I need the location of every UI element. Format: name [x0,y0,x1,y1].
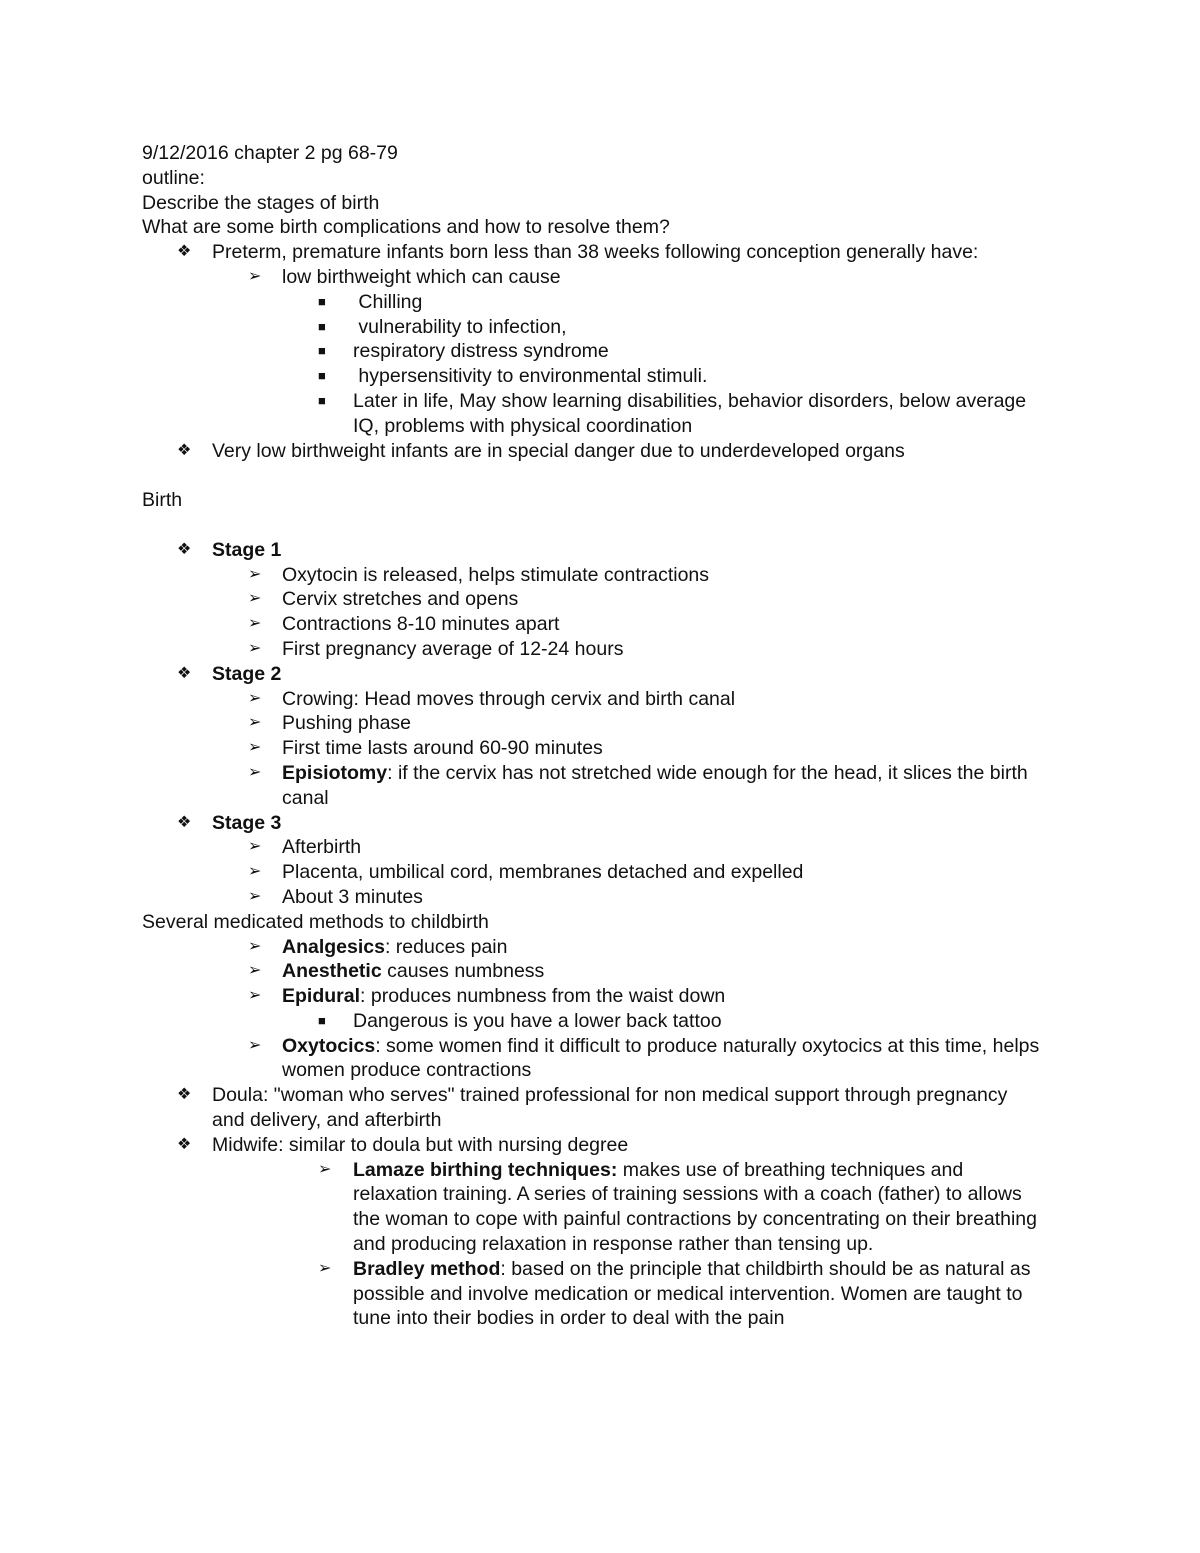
list-item-text: Very low birthweight infants are in special danger due to underdeveloped organs [212,439,905,462]
list-item-text: Cervix stretches and opens [282,588,519,611]
arrow-bullet-icon: ➢ [248,987,262,1005]
list-item-text: low birthweight which can cause [282,265,561,288]
list-item-epidural-note [142,1009,1062,1034]
definition-episiotomy: : if the cervix has not stretched wide enough for the head, it slices the birth canal [282,761,1028,809]
list-item-text [282,959,1062,984]
list-item [142,860,1062,885]
outline-label: outline: [142,166,205,189]
list-item-bradley [142,1257,1062,1331]
stage-3 [142,811,1062,836]
section-heading-birth: Birth [142,489,183,512]
term-bradley: Bradley method [353,1257,501,1280]
list-item-effect [142,364,1062,389]
list-item-text: Afterbirth [282,836,362,859]
stage-title: Stage 1 [212,538,282,561]
list-item-text: About 3 minutes [282,885,423,908]
arrow-bullet-icon: ➢ [248,590,262,608]
list-item-text [282,935,1062,960]
list-item-text: Dangerous is you have a lower back tattoo [353,1009,722,1032]
diamond-bullet-icon: ❖ [177,664,192,682]
list-item-text: Preterm, premature infants born less than 38 weeks following conception generally have: [212,241,979,264]
stage-1 [142,538,1062,563]
arrow-bullet-icon: ➢ [248,763,262,781]
term-analgesics: Analgesics [282,935,385,958]
definition-analgesics: : reduces pain [384,935,508,958]
diamond-bullet-icon: ❖ [177,243,192,261]
term-oxytocics: Oxytocics [282,1034,376,1057]
list-item-text: respiratory distress syndrome [353,340,609,363]
list-item-text: Chilling [353,290,423,313]
term-anesthetic: Anesthetic [282,960,382,983]
square-bullet-icon: ■ [318,343,326,359]
list-item-text [282,984,1062,1009]
list-item-text: Contractions 8-10 minutes apart [282,613,560,636]
arrow-bullet-icon: ➢ [248,615,262,633]
diamond-bullet-icon: ❖ [177,813,192,831]
list-item-text [353,1158,1043,1257]
square-bullet-icon: ■ [318,293,326,309]
definition-anesthetic: causes numbness [381,960,545,983]
list-item-effect [142,315,1062,340]
arrow-bullet-icon: ➢ [248,962,262,980]
list-item-text: First pregnancy average of 12-24 hours [282,637,624,660]
term-lamaze: Lamaze birthing techniques: [353,1158,618,1181]
definition-oxytocics: : some women find it difficult to produce naturally oxytocics at this time, helps women produce contractions [282,1034,1040,1082]
list-item [142,612,1062,637]
list-item-text [282,761,1042,811]
document-page [142,141,1062,1331]
list-item-text: Later in life, May show learning disabilities, behavior disorders, below average IQ, problems with physical coordination [353,389,1027,437]
list-item-text: Oxytocin is released, helps stimulate contractions [282,563,710,586]
list-item-analgesics [142,935,1062,960]
diamond-bullet-icon: ❖ [177,1086,192,1104]
definition-bradley: : based on the principle that childbirth should be as natural as possible and involve medication or medical intervention. Women are taught to tune into their bodies in order to deal with the pain [353,1257,1031,1330]
list-item-text: Midwife: similar to doula but with nursing degree [212,1133,629,1156]
diamond-bullet-icon: ❖ [177,1135,192,1153]
arrow-bullet-icon: ➢ [248,739,262,757]
list-item-anesthetic [142,959,1062,984]
date-line: 9/12/2016 chapter 2 pg 68-79 [142,142,398,164]
definition-lamaze: makes use of breathing techniques and relaxation training. A series of training sessions with a coach (father) to allows the woman to cope with painful contractions by concentrating on their breathing and producing relaxation in response rather than tensing up. [353,1158,1037,1256]
square-bullet-icon: ■ [318,368,326,384]
arrow-bullet-icon: ➢ [248,887,262,905]
section-heading-medicated: Several medicated methods to childbirth [142,910,489,933]
arrow-bullet-icon: ➢ [248,1036,262,1054]
diamond-bullet-icon: ❖ [177,540,192,558]
list-item [142,835,1062,860]
stage-2 [142,662,1062,687]
list-item-midwife [142,1133,1062,1158]
arrow-bullet-icon: ➢ [248,689,262,707]
list-item [142,711,1062,736]
list-item-text: Pushing phase [282,712,412,735]
list-item-text [353,1257,1043,1331]
arrow-bullet-icon: ➢ [248,267,262,285]
list-item-oxytocics [142,1034,1062,1084]
arrow-bullet-icon: ➢ [248,863,262,881]
diamond-bullet-icon: ❖ [177,441,192,459]
stage-title: Stage 2 [212,662,282,685]
list-item-very-low-birthweight [142,439,1062,464]
list-item [142,563,1062,588]
list-item [142,687,1062,712]
list-item-text: First time lasts around 60-90 minutes [282,737,603,760]
list-item-text: Doula: "woman who serves" trained professional for non medical support through pregnancy and delivery, and afterbirth [212,1084,1008,1132]
list-item-low-birthweight [142,265,1062,290]
list-item-effect [142,290,1062,315]
list-item-text [282,1034,1042,1084]
list-item-text: vulnerability to infection, [353,315,567,338]
term-epidural: Epidural [282,985,361,1008]
square-bullet-icon: ■ [318,318,326,334]
list-item-preterm [142,240,1062,265]
outline-question-2: What are some birth complications and how to resolve them? [142,216,670,239]
arrow-bullet-icon: ➢ [248,714,262,732]
stage-title: Stage 3 [212,811,282,834]
list-item-text: Crowing: Head moves through cervix and birth canal [282,687,736,710]
list-item [142,587,1062,612]
arrow-bullet-icon: ➢ [248,838,262,856]
square-bullet-icon: ■ [318,392,326,408]
list-item-doula [142,1083,1062,1133]
arrow-bullet-icon: ➢ [318,1160,332,1178]
list-item-epidural [142,984,1062,1009]
list-item-episiotomy [142,761,1062,811]
arrow-bullet-icon: ➢ [248,937,262,955]
square-bullet-icon: ■ [318,1012,326,1028]
list-item [142,736,1062,761]
list-item-lamaze [142,1158,1062,1257]
arrow-bullet-icon: ➢ [248,639,262,657]
arrow-bullet-icon: ➢ [318,1259,332,1277]
arrow-bullet-icon: ➢ [248,565,262,583]
outline-question-1: Describe the stages of birth [142,191,380,214]
list-item-effect [142,339,1062,364]
list-item-text: Placenta, umbilical cord, membranes detached and expelled [282,861,804,884]
definition-epidural: : produces numbness from the waist down [360,985,726,1008]
list-item-effect [142,389,1062,439]
list-item [142,637,1062,662]
list-item [142,885,1062,910]
list-item-text: hypersensitivity to environmental stimuli. [353,365,708,388]
term-episiotomy: Episiotomy [282,761,388,784]
